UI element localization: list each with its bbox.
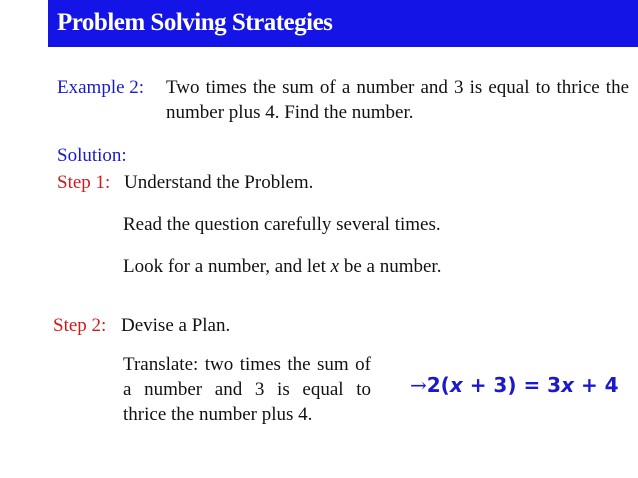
equation	[410, 373, 619, 397]
translate-text: Translate: two times the sum of a number and 3 is equal to thrice the number plus 4.	[123, 354, 371, 425]
step2-label: Step 2:	[53, 315, 107, 336]
title-bar	[48, 0, 638, 47]
equation-part3: + 4	[573, 373, 619, 397]
solution-label: Solution:	[57, 145, 127, 166]
equation-var2: x	[561, 373, 574, 397]
equation-var1: x	[449, 373, 463, 397]
step1-line2	[123, 254, 441, 279]
arrow-icon: →	[410, 373, 427, 397]
step1-title: Understand the Problem.	[124, 172, 314, 193]
step1-line2-var: x	[330, 256, 340, 277]
step2-title: Devise a Plan.	[121, 315, 231, 336]
step1-line2-suffix: be a number.	[339, 256, 442, 277]
equation-part1: 2(	[426, 373, 450, 397]
equation-part2: + 3) = 3	[462, 373, 562, 397]
step1-line1: Read the question carefully several times.	[123, 214, 441, 235]
example-label: Example 2:	[57, 77, 145, 98]
page-title: Problem Solving Strategies	[57, 9, 333, 36]
step1-label: Step 1:	[57, 172, 111, 193]
step1-line2-prefix: Look for a number, and let	[123, 256, 331, 277]
example-text: Two times the sum of a number and 3 is equal to thrice the number plus 4. Find the number.	[166, 77, 629, 123]
